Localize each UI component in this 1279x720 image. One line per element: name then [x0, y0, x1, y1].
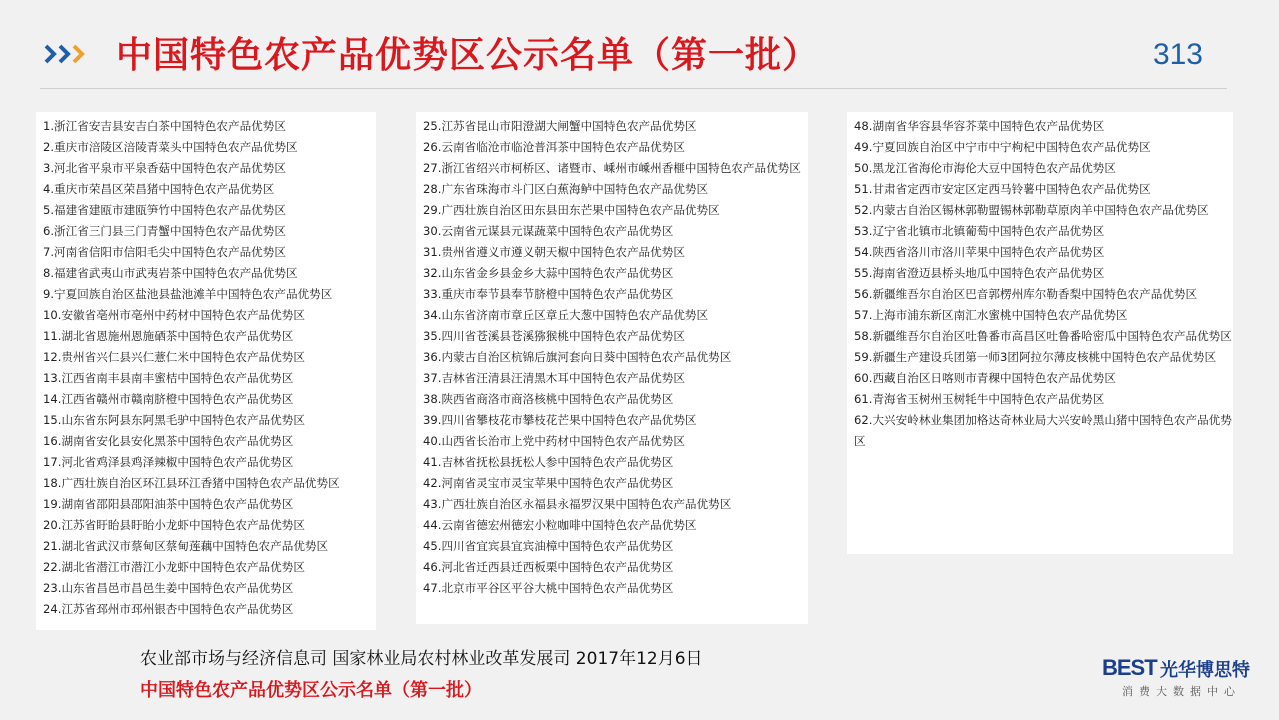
list-item: 61.青海省玉树州玉树牦牛中国特色农产品优势区 — [854, 392, 1105, 406]
list-item: 29.广西壮族自治区田东县田东芒果中国特色农产品优势区 — [423, 203, 720, 217]
list-item: 7.河南省信阳市信阳毛尖中国特色农产品优势区 — [43, 245, 286, 259]
list-item: 34.山东省济南市章丘区章丘大葱中国特色农产品优势区 — [423, 308, 709, 322]
list-item: 60.西藏自治区日喀则市青稞中国特色农产品优势区 — [854, 371, 1116, 385]
list-item: 32.山东省金乡县金乡大蒜中国特色农产品优势区 — [423, 266, 674, 280]
list-item: 17.河北省鸡泽县鸡泽辣椒中国特色农产品优势区 — [43, 455, 294, 469]
header-divider — [40, 88, 1227, 89]
list-item: 40.山西省长治市上党中药材中国特色农产品优势区 — [423, 434, 685, 448]
list-item: 52.内蒙古自治区锡林郭勒盟锡林郭勒草原肉羊中国特色农产品优势区 — [854, 203, 1209, 217]
list-item: 33.重庆市奉节县奉节脐橙中国特色农产品优势区 — [423, 287, 674, 301]
list-item: 59.新疆生产建设兵团第一师3团阿拉尔薄皮核桃中国特色农产品优势区 — [854, 350, 1217, 364]
list — [854, 116, 1233, 452]
list-item: 55.海南省澄迈县桥头地瓜中国特色农产品优势区 — [854, 266, 1105, 280]
list — [43, 116, 376, 620]
list-item: 5.福建省建瓯市建瓯笋竹中国特色农产品优势区 — [43, 203, 286, 217]
list-item: 57.上海市浦东新区南汇水蜜桃中国特色农产品优势区 — [854, 308, 1128, 322]
list-item: 41.吉林省抚松县抚松人参中国特色农产品优势区 — [423, 455, 674, 469]
list-item: 8.福建省武夷山市武夷岩茶中国特色农产品优势区 — [43, 266, 298, 280]
list-item: 20.江苏省盱眙县盱眙小龙虾中国特色农产品优势区 — [43, 518, 305, 532]
header — [0, 0, 1279, 100]
list-item: 28.广东省珠海市斗门区白蕉海鲈中国特色农产品优势区 — [423, 182, 709, 196]
list-item: 42.河南省灵宝市灵宝苹果中国特色农产品优势区 — [423, 476, 674, 490]
list-item: 14.江西省赣州市赣南脐橙中国特色农产品优势区 — [43, 392, 294, 406]
list-item: 15.山东省东阿县东阿黑毛驴中国特色农产品优势区 — [43, 413, 305, 427]
source-caption: 农业部市场与经济信息司 国家林业局农村林业改革发展司 2017年12月6日 — [140, 649, 703, 669]
list-column-1 — [36, 112, 376, 630]
logo-subtitle: 消费大数据中心 — [1122, 685, 1241, 698]
list-item: 25.江苏省昆山市阳澄湖大闸蟹中国特色农产品优势区 — [423, 119, 697, 133]
list-item: 4.重庆市荣昌区荣昌猪中国特色农产品优势区 — [43, 182, 275, 196]
list-item: 19.湖南省邵阳县邵阳油茶中国特色农产品优势区 — [43, 497, 294, 511]
list-item: 18.广西壮族自治区环江县环江香猪中国特色农产品优势区 — [43, 476, 340, 490]
list-item: 37.吉林省汪清县汪清黑木耳中国特色农产品优势区 — [423, 371, 685, 385]
list-item: 24.江苏省邳州市邳州银杏中国特色农产品优势区 — [43, 602, 294, 616]
list-item: 2.重庆市涪陵区涪陵青菜头中国特色农产品优势区 — [43, 140, 298, 154]
list-item: 16.湖南省安化县安化黑茶中国特色农产品优势区 — [43, 434, 294, 448]
list-item: 53.辽宁省北镇市北镇葡萄中国特色农产品优势区 — [854, 224, 1105, 238]
list-item: 47.北京市平谷区平谷大桃中国特色农产品优势区 — [423, 581, 674, 595]
list-item: 12.贵州省兴仁县兴仁薏仁米中国特色农产品优势区 — [43, 350, 305, 364]
list-item: 51.甘肃省定西市安定区定西马铃薯中国特色农产品优势区 — [854, 182, 1151, 196]
page-title: 中国特色农产品优势区公示名单（第一批） — [116, 35, 820, 76]
list-column-3 — [847, 112, 1233, 554]
list-item: 38.陕西省商洛市商洛核桃中国特色农产品优势区 — [423, 392, 674, 406]
list-item: 44.云南省德宏州德宏小粒咖啡中国特色农产品优势区 — [423, 518, 697, 532]
list-item: 22.湖北省潜江市潜江小龙虾中国特色农产品优势区 — [43, 560, 305, 574]
page-number: 313 — [1152, 38, 1203, 71]
list-item: 27.浙江省绍兴市柯桥区、诸暨市、嵊州市嵊州香榧中国特色农产品优势区 — [423, 161, 801, 175]
list-item: 23.山东省昌邑市昌邑生姜中国特色农产品优势区 — [43, 581, 294, 595]
brand-logo — [1102, 652, 1252, 700]
list-item: 9.宁夏回族自治区盐池县盐池滩羊中国特色农产品优势区 — [43, 287, 333, 301]
list-item: 43.广西壮族自治区永福县永福罗汉果中国特色农产品优势区 — [423, 497, 732, 511]
list-item: 3.河北省平泉市平泉香菇中国特色农产品优势区 — [43, 161, 286, 175]
list-item: 10.安徽省亳州市亳州中药材中国特色农产品优势区 — [43, 308, 305, 322]
list-item: 11.湖北省恩施州恩施硒茶中国特色农产品优势区 — [43, 329, 294, 343]
double-chevron-right-icon — [44, 42, 104, 66]
list-column-2 — [416, 112, 808, 624]
list — [423, 116, 808, 599]
logo-name: 光华博思特 — [1160, 660, 1250, 681]
list-item: 35.四川省苍溪县苍溪猕猴桃中国特色农产品优势区 — [423, 329, 685, 343]
list-item: 26.云南省临沧市临沧普洱茶中国特色农产品优势区 — [423, 140, 685, 154]
logo-mark: BEST — [1102, 655, 1157, 680]
list-item: 31.贵州省遵义市遵义朝天椒中国特色农产品优势区 — [423, 245, 685, 259]
list-item: 13.江西省南丰县南丰蜜桔中国特色农产品优势区 — [43, 371, 294, 385]
list-item: 30.云南省元谋县元谋蔬菜中国特色农产品优势区 — [423, 224, 674, 238]
list-item: 6.浙江省三门县三门青蟹中国特色农产品优势区 — [43, 224, 286, 238]
list-item: 48.湖南省华容县华容芥菜中国特色农产品优势区 — [854, 119, 1105, 133]
list-item: 1.浙江省安吉县安吉白茶中国特色农产品优势区 — [43, 119, 286, 133]
list-item: 46.河北省迁西县迁西板栗中国特色农产品优势区 — [423, 560, 674, 574]
list-item: 56.新疆维吾尔自治区巴音郭楞州库尔勒香梨中国特色农产品优势区 — [854, 287, 1198, 301]
list-item: 62.大兴安岭林业集团加格达奇林业局大兴安岭黑山猪中国特色农产品优势区 — [854, 413, 1232, 448]
list-item: 45.四川省宜宾县宜宾油樟中国特色农产品优势区 — [423, 539, 674, 553]
list-item: 50.黑龙江省海伦市海伦大豆中国特色农产品优势区 — [854, 161, 1116, 175]
list-item: 49.宁夏回族自治区中宁市中宁枸杞中国特色农产品优势区 — [854, 140, 1151, 154]
list-item: 39.四川省攀枝花市攀枝花芒果中国特色农产品优势区 — [423, 413, 697, 427]
list-item: 58.新疆维吾尔自治区吐鲁番市高昌区吐鲁番哈密瓜中国特色农产品优势区 — [854, 329, 1232, 343]
footer-title: 中国特色农产品优势区公示名单（第一批） — [140, 680, 482, 701]
list-item: 21.湖北省武汉市蔡甸区蔡甸莲藕中国特色农产品优势区 — [43, 539, 329, 553]
list-item: 36.内蒙古自治区杭锦后旗河套向日葵中国特色农产品优势区 — [423, 350, 732, 364]
list-item: 54.陕西省洛川市洛川苹果中国特色农产品优势区 — [854, 245, 1105, 259]
